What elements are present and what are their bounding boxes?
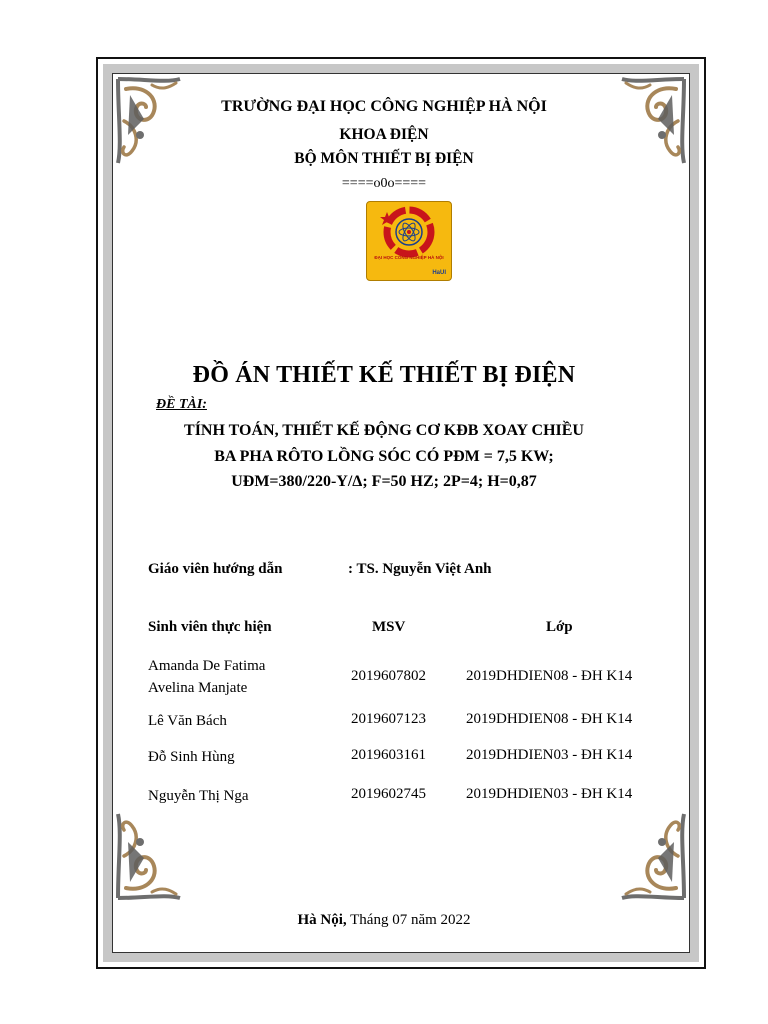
header-student: Sinh viên thực hiện [148, 619, 272, 635]
date: Tháng 07 năm 2022 [346, 912, 471, 928]
student-name: Lê Văn Bách [148, 713, 227, 729]
university-logo [366, 201, 452, 281]
student-class: 2019DHDIEN03 - ĐH K14 [466, 747, 633, 763]
student-name: Nguyễn Thị Nga [148, 788, 249, 804]
student-name-line-1: Amanda De Fatima [148, 658, 266, 674]
student-class: 2019DHDIEN03 - ĐH K14 [466, 786, 633, 802]
supervisor-name: : TS. Nguyễn Việt Anh [348, 561, 492, 577]
student-msv: 2019603161 [351, 747, 426, 763]
logo-abbreviation: HaUI [432, 270, 446, 276]
header-msv: MSV [372, 619, 406, 635]
student-name: Đỗ Sinh Hùng [148, 749, 235, 765]
header-class: Lớp [546, 619, 573, 635]
student-class: 2019DHDIEN08 - ĐH K14 [466, 711, 633, 727]
topic-line-2: BA PHA RÔTO LỒNG SÓC CÓ PĐM = 7,5 KW; [214, 448, 554, 465]
header-separator: ====o0o==== [341, 176, 427, 191]
document-title: ĐỒ ÁN THIẾT KẾ THIẾT BỊ ĐIỆN [192, 362, 576, 388]
logo-emblem-icon [367, 202, 451, 280]
logo-caption: ĐẠI HỌC CÔNG NGHIỆP HÀ NỘI [374, 255, 444, 260]
student-class: 2019DHDIEN08 - ĐH K14 [466, 668, 633, 684]
department-name: BỘ MÔN THIẾT BỊ ĐIỆN [294, 150, 474, 167]
place: Hà Nội, [297, 912, 347, 928]
topic-line-3: UĐM=380/220-Y/Δ; F=50 HZ; 2P=4; Η=0,87 [231, 473, 537, 490]
student-msv: 2019607123 [351, 711, 426, 727]
student-msv: 2019607802 [351, 668, 426, 684]
place-date [0, 912, 768, 929]
topic-label: ĐỀ TÀI: [156, 397, 207, 412]
student-name [148, 655, 265, 699]
corner-ornament-icon [114, 810, 184, 902]
corner-ornament-icon [618, 810, 688, 902]
student-name-line-2: Avelina Manjate [148, 680, 248, 696]
topic-line-1: TÍNH TOÁN, THIẾT KẾ ĐỘNG CƠ KĐB XOAY CHIỀU [184, 422, 584, 439]
supervisor-label: Giáo viên hướng dẫn [148, 561, 283, 577]
student-msv: 2019602745 [351, 786, 426, 802]
school-name: TRƯỜNG ĐẠI HỌC CÔNG NGHIỆP HÀ NỘI [221, 98, 547, 115]
faculty-name: KHOA ĐIỆN [339, 126, 429, 143]
